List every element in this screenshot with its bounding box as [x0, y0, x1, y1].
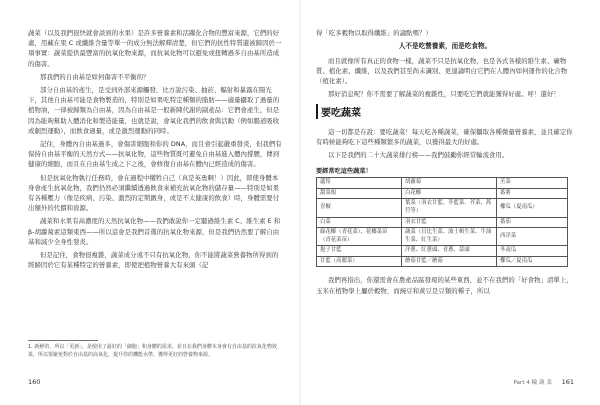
- paragraph: 蔬菜（以及我們很快就會談到的水果）是許多營養素和活躍化合物的豐富來源，它們的好處，用藏在果 C 或纖維含量等單一的成分無法解釋清楚，但它們的抗性特質還被歸因於一項事實：蔬菜提供最豐富的抗氧化物來源，而抗氧化物可以避免或扭轉過多自由基所造成的傷害。: [28, 29, 282, 68]
- table-cell: 蘑菇甘藍／蘑菇: [402, 256, 497, 267]
- emphasis-quote: 人不是吃營養素，而是吃食物。: [398, 42, 492, 51]
- footnote-divider: [28, 340, 98, 341]
- table-cell: 西洋菜: [497, 228, 568, 246]
- left-text-column: [28, 28, 284, 273]
- paragraph: 而且就像所有真正的食物一樣，蔬菜不只是抗氧化物，也是各式各樣的維生素、礦物質、植化素、纖維，以及我們甚至尚未識別、更遑論明白它們在人體內如何運作的化合物（植化素）。: [316, 56, 568, 86]
- table-cell: 蔬菜（貝比生菜、波士頓生菜、牛油生菜、紅生菜）: [402, 228, 497, 246]
- table-cell: 洋蔥、紅蔥頭、青蔥、蒜頭: [402, 246, 497, 257]
- table-row: [317, 178, 568, 189]
- table-cell: 綠花椰（青花菜）、花椰菜苗（青花菜苗）: [317, 228, 402, 246]
- paragraph: 但是記住，食物很複雜，蔬菜成分遠不只有抗氧化物，你不能將蔬菜營養物所得到的經歸因於它有某種特定的營養素，即使把植物營養大有來頭（記: [28, 251, 279, 270]
- table-cell: 葉菜（羽衣甘藍、芥藍菜、芥菜、萵苣等）: [402, 199, 497, 217]
- table-row: [317, 246, 568, 257]
- paragraph: 那好消息呢？你不需要了解蔬菜的複雜性，只要吃它們就能獲得好處。呼！還好！: [328, 90, 560, 99]
- table-cell: 苤菜: [497, 178, 568, 189]
- footnote: 1. 新鮮的，所以「更新」，是使用了最好的「細胞」和身體的需求，並且在我們身體本身會有自由基的抗氧化物效果，所以要避免對於自由基的高氧化，提升你的機能水準，獲得更好的營養物來源。: [28, 344, 277, 358]
- paragraph: 這一切都是在說：要吃蔬菜！每天吃各種蔬菜，確保攝取各種微量營養素，並且確定你有時候能夠吃下這些種類繁多的蔬菜，以獲得最大的好處。: [316, 127, 573, 146]
- vegetable-table: [316, 177, 568, 267]
- right-page: [300, 0, 600, 405]
- table-cell: 白菜: [317, 217, 402, 228]
- table-cell: 甜菜根: [317, 188, 402, 199]
- section-heading: 要吃蔬菜: [316, 104, 574, 119]
- table-cell: 冬南瓜: [497, 246, 568, 257]
- table-row: [317, 228, 568, 246]
- paragraph: 那我們的自由基是如何傷害不平衡的？: [40, 72, 150, 81]
- table-row: [317, 199, 568, 217]
- table-cell: 番薯: [497, 188, 568, 199]
- paragraph: 但是抗氧化物執行任務時，會在過程中犧牲自己（真是英勇啊！）因此，即使身體本身會產生抗氧化物，我們仍然必須繼續透過飲食來補充抗氧化物的儲存量——特別是如果有各種壓力（像是疾病、污染、激烈的定期鍛身，或是不太健康的飲食）時，身體需要付出額外的代價和資源。: [28, 173, 280, 213]
- table-caption: 要經常吃這些蔬菜！: [316, 168, 372, 176]
- table-cell: 櫛瓜（夏南瓜）: [497, 199, 568, 217]
- table-cell: 番茄: [497, 217, 568, 228]
- table-row: [317, 256, 568, 267]
- paragraph: 我們再指出，你還需會在農產品區發現的某些東西，並不在我們的「好食物」清單上，玉米在植物學上屬於穀物，而豌豆和黃豆是豆類的種子，所以: [316, 276, 573, 295]
- paragraph: 蔬菜和水果有高濃度的天然抗氧化物——我們敢說你一定聽過維生素 C、維生素 E 和 β-胡蘿蔔素這類東西——所以這會是我們首選的抗氧化物來源，但是我們仍然要了解自由基和減少全身性發炎。: [28, 217, 281, 246]
- table-cell: 櫛瓜／夏南瓜: [497, 256, 568, 267]
- table-row: [317, 188, 568, 199]
- table-cell: 羽衣甘藍: [402, 217, 497, 228]
- table-cell: 抱子甘藍: [317, 246, 402, 257]
- table-cell: 蘆筍: [317, 178, 402, 189]
- running-head: Part 4 輪 蔬 菜: [513, 380, 552, 386]
- paragraph: 記住，身體內自由基過多，會傷害細胞和你的 DNA，而且會引起嚴重發炎，但我們有保持自由基平衡的天然方式——抗氧化物，這些物質既可避免自由基進入體內撐腰，傳到健康的細胞，而且在自由基生成之下之後，會修復自由基在體內已經造成的傷害。: [28, 140, 282, 169]
- page-number: 161: [561, 378, 574, 386]
- right-text-column: [316, 28, 574, 299]
- paragraph: 部分自由基的產生，是受到外部來源觸發，比方說污染、抽菸、輻射和暴露在陽光下，其他自由基可能是食物製造的，特別是如果吃特定種類的脂肪——適量攝取了過量的植物油，一律被歸類為自由基，因為自由基是一般新陳代謝的副產品：它們會產生，但是因為能夠幫助人體消化和製造能量，也就是說，會氧化我們的飲食與活動（例如腸道吸收或劇烈運動），而飲食過量，或是激烈運動的同時。: [28, 86, 280, 135]
- table-cell: 青椒: [317, 199, 402, 217]
- table-cell: 胡蘿蔔: [402, 178, 497, 189]
- paragraph: 得「吃多穀物以取得纖維」的論點嗎？）: [316, 29, 432, 37]
- table-cell: 甘藍（高麗菜）: [317, 256, 402, 267]
- page-number: 160: [28, 378, 41, 386]
- paragraph: 以下是我們的二十大蔬菜排行榜——我們鼓勵你經常輪流食用。: [328, 150, 509, 159]
- table-row: [317, 217, 568, 228]
- table-cell: 白花椰: [402, 188, 497, 199]
